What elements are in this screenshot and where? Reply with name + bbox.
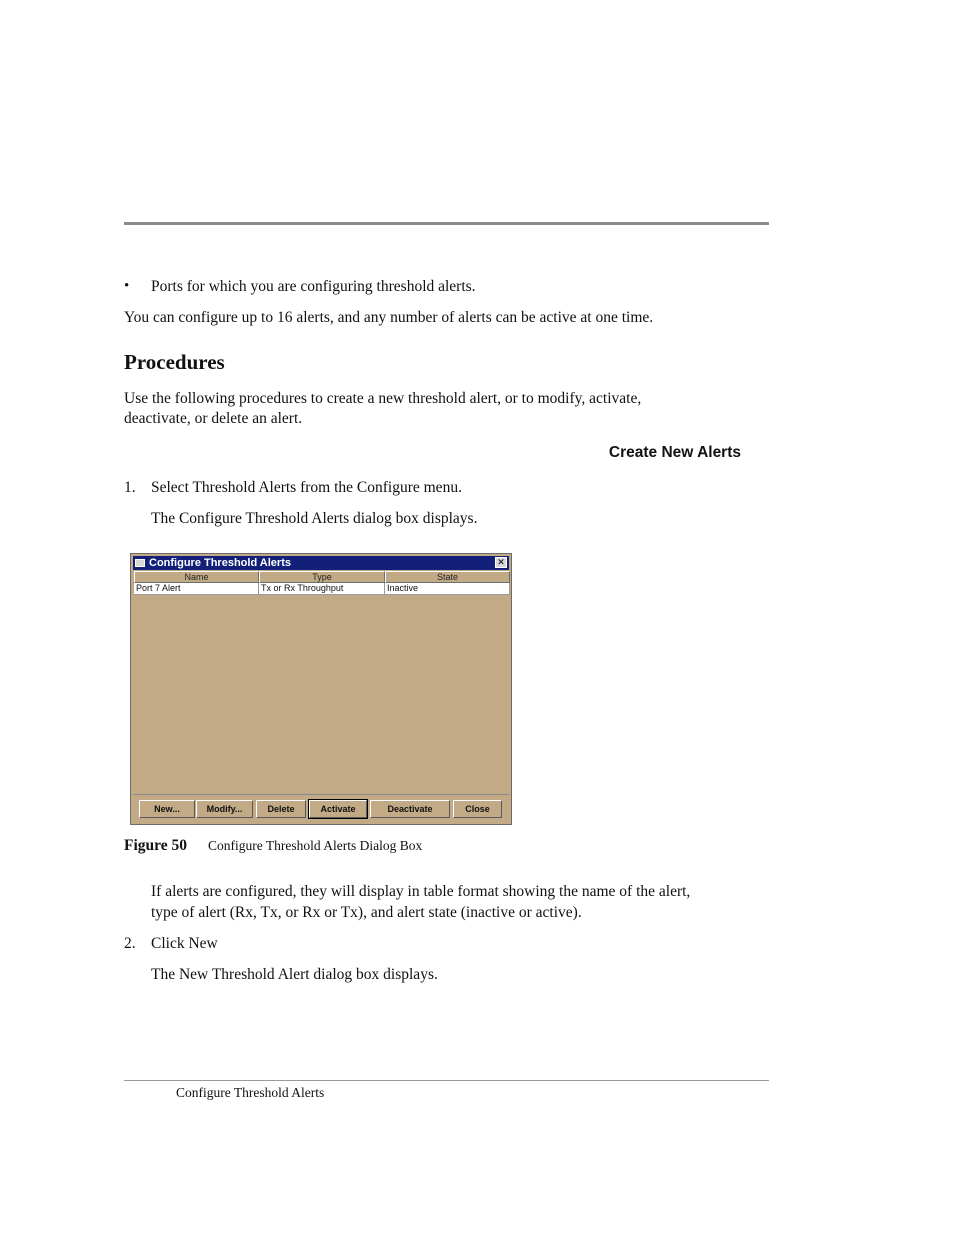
table-paragraph-line-1: If alerts are configured, they will display in table format showing the name of the alert, <box>151 883 691 900</box>
figure-label: Figure 50 <box>124 837 187 854</box>
page-footer: Configure Threshold Alerts <box>176 1085 325 1100</box>
step-result: The New Threshold Alert dialog box displays. <box>151 966 438 983</box>
step-text: Select Threshold Alerts from the Configure menu. <box>151 479 462 496</box>
dialog-title: Configure Threshold Alerts <box>149 557 291 569</box>
alert-limit-paragraph: You can configure up to 16 alerts, and any number of alerts can be active at one time. <box>124 309 654 326</box>
close-button[interactable]: Close <box>453 800 502 818</box>
configure-threshold-alerts-dialog <box>130 553 512 825</box>
section-heading: Procedures <box>124 350 225 374</box>
column-header-state[interactable]: State <box>385 571 510 583</box>
activate-button[interactable]: Activate <box>309 800 367 818</box>
footer-rule <box>124 1080 769 1081</box>
step-result: The Configure Threshold Alerts dialog box displays. <box>151 510 478 527</box>
intro-paragraph-line-2: deactivate, or delete an alert. <box>124 410 303 427</box>
alerts-table <box>134 571 510 595</box>
header-rule <box>124 222 769 225</box>
column-header-name[interactable]: Name <box>134 571 259 583</box>
new-button[interactable]: New... <box>139 800 195 818</box>
figure-caption: Configure Threshold Alerts Dialog Box <box>208 838 423 853</box>
bullet-symbol: • <box>124 278 130 294</box>
column-header-type[interactable]: Type <box>259 571 385 583</box>
step-number: 2. <box>124 935 136 952</box>
table-header <box>134 571 510 583</box>
table-row[interactable] <box>134 583 510 595</box>
intro-paragraph-line-1: Use the following procedures to create a new threshold alert, or to modify, activate, <box>124 390 642 407</box>
dialog-titlebar <box>133 556 509 570</box>
cell-name: Port 7 Alert <box>134 583 259 595</box>
cell-type: Tx or Rx Throughput <box>259 583 385 595</box>
close-icon[interactable]: ✕ <box>495 557 507 568</box>
step-text: Click New <box>151 935 218 952</box>
cell-state: Inactive <box>385 583 510 595</box>
deactivate-button[interactable]: Deactivate <box>370 800 450 818</box>
window-icon <box>135 559 145 567</box>
step-number: 1. <box>124 479 136 496</box>
modify-button[interactable]: Modify... <box>196 800 253 818</box>
subsection-heading: Create New Alerts <box>608 444 741 461</box>
bullet-item: Ports for which you are configuring threshold alerts. <box>151 278 476 295</box>
button-bar <box>133 794 509 823</box>
table-paragraph-line-2: type of alert (Rx, Tx, or Rx or Tx), and alert state (inactive or active). <box>151 904 582 921</box>
delete-button[interactable]: Delete <box>256 800 306 818</box>
